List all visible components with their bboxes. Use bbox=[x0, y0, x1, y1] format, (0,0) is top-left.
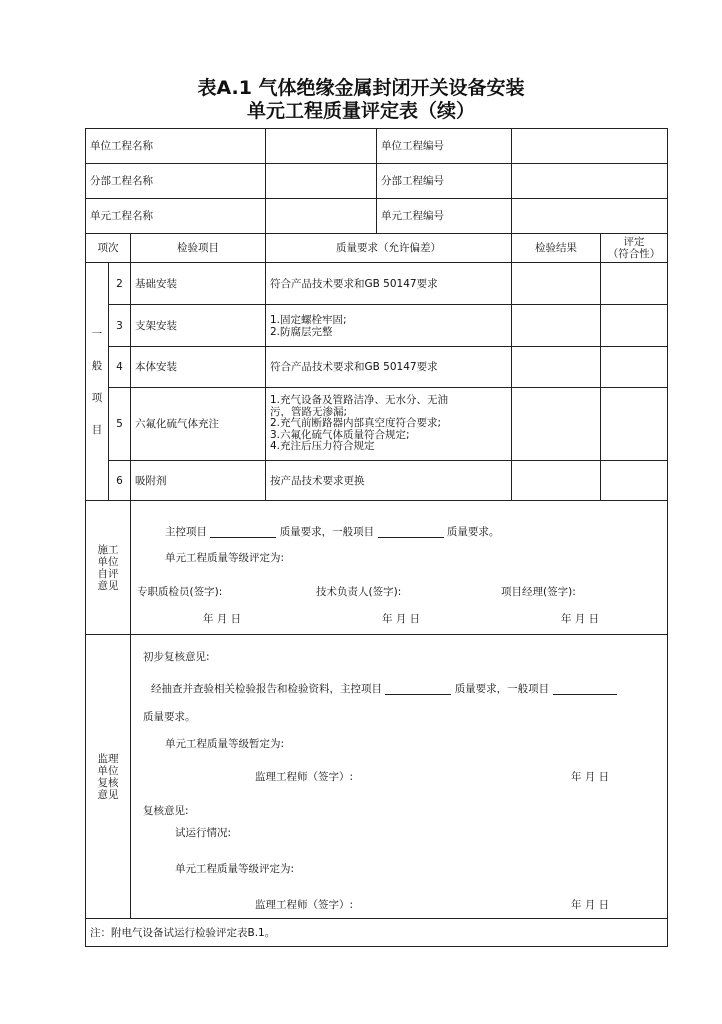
item-requirement: 符合产品技术要求和GB 50147要求 bbox=[266, 347, 512, 388]
main-item-blank[interactable] bbox=[210, 525, 276, 538]
unit-element-code-label: 单元工程编号 bbox=[377, 199, 512, 234]
col-requirement: 质量要求（允许偏差） bbox=[266, 234, 512, 263]
sub-project-code-label: 分部工程编号 bbox=[377, 164, 512, 199]
construction-assessment-body bbox=[131, 501, 668, 635]
item-result[interactable] bbox=[512, 263, 601, 305]
quality-form-table bbox=[85, 128, 668, 947]
main-item-label: 主控项目 bbox=[165, 526, 207, 538]
table-row bbox=[86, 305, 668, 347]
item-name: 吸附剂 bbox=[131, 461, 266, 501]
table-row bbox=[86, 388, 668, 461]
col-result: 检验结果 bbox=[512, 234, 601, 263]
inspector-sign-label: 专职质检员(签字): bbox=[137, 586, 223, 598]
unit-element-name-value[interactable] bbox=[266, 199, 377, 234]
sub-project-name-label: 分部工程名称 bbox=[86, 164, 266, 199]
item-rating[interactable] bbox=[601, 347, 668, 388]
construction-side-label: 施工 单位 自评 意见 bbox=[86, 501, 131, 635]
pm-sign-label: 项目经理(签字): bbox=[501, 586, 576, 598]
supervision-review-body bbox=[131, 635, 668, 919]
item-name: 六氟化硫气体充注 bbox=[131, 388, 266, 461]
unit-project-name-value[interactable] bbox=[266, 129, 377, 164]
trial-run-label: 试运行情况: bbox=[175, 827, 232, 839]
item-rating[interactable] bbox=[601, 263, 668, 305]
check-mid: 质量要求，一般项目 bbox=[454, 683, 550, 695]
engineer-sign-label: 监理工程师（签字）: bbox=[255, 771, 354, 783]
item-no: 6 bbox=[109, 461, 131, 501]
header-row-unit-element bbox=[86, 199, 668, 234]
unit-element-code-value[interactable] bbox=[512, 199, 668, 234]
col-rating-line1: 评定 bbox=[623, 236, 645, 248]
item-requirement: 符合产品技术要求和GB 50147要求 bbox=[266, 263, 512, 305]
item-result[interactable] bbox=[512, 305, 601, 347]
general-item-blank[interactable] bbox=[378, 525, 444, 538]
column-header-row bbox=[86, 234, 668, 263]
general-items-group bbox=[86, 263, 109, 501]
supervision-review-row bbox=[86, 635, 668, 919]
item-rating[interactable] bbox=[601, 461, 668, 501]
engineer-date: 年 月 日 bbox=[571, 771, 610, 783]
unit-project-code-value[interactable] bbox=[512, 129, 668, 164]
item-rating[interactable] bbox=[601, 305, 668, 347]
item-name: 基础安装 bbox=[131, 263, 266, 305]
col-seq: 项次 bbox=[86, 234, 131, 263]
table-row bbox=[86, 347, 668, 388]
tech-lead-sign-label: 技术负责人(签字): bbox=[316, 586, 402, 598]
construction-grade-label: 单元工程质量等级评定为: bbox=[165, 552, 285, 564]
unit-element-name-label: 单元工程名称 bbox=[86, 199, 266, 234]
item-name: 支架安装 bbox=[131, 305, 266, 347]
footnote: 注：附电气设备试运行检验评定表B.1。 bbox=[86, 919, 668, 947]
unit-project-code-label: 单位工程编号 bbox=[377, 129, 512, 164]
item-requirement: 1.充气设备及管路洁净、无水分、无油 污，管路无渗漏; 2.充气前断路器内部真空度符合要求; 3.六氟化硫气体质量符合规定; 4.充注后压力符合规定 bbox=[266, 388, 512, 461]
engineer-date-2: 年 月 日 bbox=[571, 899, 610, 911]
inspector-date: 年 月 日 bbox=[203, 613, 242, 625]
supervision-main-blank[interactable] bbox=[385, 682, 451, 695]
supervision-general-blank[interactable] bbox=[553, 682, 617, 695]
check-end: 质量要求。 bbox=[143, 711, 196, 723]
item-no: 5 bbox=[109, 388, 131, 461]
construction-assessment-row bbox=[86, 501, 668, 635]
note-row bbox=[86, 919, 668, 947]
sub-project-code-value[interactable] bbox=[512, 164, 668, 199]
item-no: 3 bbox=[109, 305, 131, 347]
form-title-line2: 单元工程质量评定表（续） bbox=[246, 100, 475, 122]
item-requirement: 1.固定螺栓牢固; 2.防腐层完整 bbox=[266, 305, 512, 347]
review-opinion-label: 复核意见: bbox=[143, 805, 189, 817]
check-text: 经抽查并查验相关检验报告和检验资料，主控项目 bbox=[151, 683, 382, 695]
item-no: 2 bbox=[109, 263, 131, 305]
pm-date: 年 月 日 bbox=[561, 613, 600, 625]
form-title-line1: 表A.1 气体绝缘金属封闭开关设备安装 bbox=[197, 77, 525, 99]
general-items-label: 一 般 项 目 bbox=[91, 327, 103, 436]
unit-project-name-label: 单位工程名称 bbox=[86, 129, 266, 164]
supervision-side-label: 监理 单位 复核 意见 bbox=[86, 635, 131, 919]
item-result[interactable] bbox=[512, 388, 601, 461]
item-result[interactable] bbox=[512, 347, 601, 388]
sub-project-name-value[interactable] bbox=[266, 164, 377, 199]
item-requirement: 按产品技术要求更换 bbox=[266, 461, 512, 501]
col-rating bbox=[601, 234, 668, 263]
col-rating-line2: （符合性） bbox=[607, 248, 661, 260]
tech-lead-date: 年 月 日 bbox=[382, 613, 421, 625]
final-grade-label: 单元工程质量等级评定为: bbox=[175, 863, 295, 875]
table-row bbox=[86, 263, 668, 305]
quality-req-end: 质量要求。 bbox=[446, 526, 500, 538]
item-rating[interactable] bbox=[601, 388, 668, 461]
table-row bbox=[86, 461, 668, 501]
quality-req-label: 质量要求，一般项目 bbox=[279, 526, 375, 538]
initial-review-label: 初步复核意见: bbox=[143, 651, 210, 663]
item-result[interactable] bbox=[512, 461, 601, 501]
item-name: 本体安装 bbox=[131, 347, 266, 388]
engineer-sign-label-2: 监理工程师（签字）: bbox=[255, 899, 354, 911]
col-item: 检验项目 bbox=[131, 234, 266, 263]
header-row-unit-project bbox=[86, 129, 668, 164]
provisional-grade-label: 单元工程质量等级暂定为: bbox=[165, 738, 285, 750]
item-no: 4 bbox=[109, 347, 131, 388]
header-row-sub-project bbox=[86, 164, 668, 199]
